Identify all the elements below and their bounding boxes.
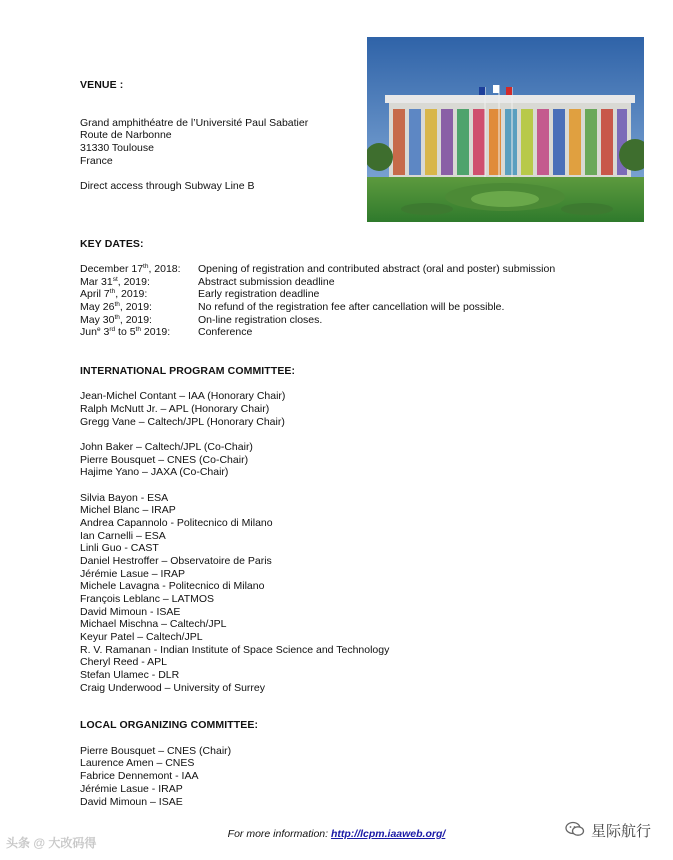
committee-member: Silvia Bayon - ESA <box>80 492 169 504</box>
key-date-description: Abstract submission deadline <box>198 276 335 288</box>
loc-heading: LOCAL ORGANIZING COMMITTEE: <box>80 719 259 731</box>
key-date: April 7th, 2019: <box>80 288 148 300</box>
committee-member: Keyur Patel – Caltech/JPL <box>80 631 203 643</box>
venue-photo <box>367 37 644 222</box>
venue-heading: VENUE : <box>80 79 124 91</box>
key-dates-heading: KEY DATES: <box>80 238 144 250</box>
committee-member: R. V. Ramanan - Indian Institute of Space Science and Technology <box>80 644 390 656</box>
venue-line: Route de Narbonne <box>80 129 172 141</box>
key-date-description: On-line registration closes. <box>198 314 323 326</box>
key-date-description: No refund of the registration fee after cancellation will be possible. <box>198 301 505 313</box>
committee-member: Daniel Hestroffer – Observatoire de Paris <box>80 555 272 567</box>
venue-line: Grand amphithéatre de l’Université Paul Sabatier <box>80 117 309 129</box>
university-building-image <box>367 37 644 222</box>
committee-member: Linli Guo - CAST <box>80 542 159 554</box>
committee-member: Pierre Bousquet – CNES (Chair) <box>80 745 232 757</box>
venue-access: Direct access through Subway Line B <box>80 180 255 192</box>
footer-label: For more information: <box>227 828 331 840</box>
committee-member: Stefan Ulamec - DLR <box>80 669 180 681</box>
key-date-row <box>80 301 504 314</box>
key-date: May 30th, 2019: <box>80 314 152 326</box>
key-date: May 26th, 2019: <box>80 301 152 313</box>
ipc-heading: INTERNATIONAL PROGRAM COMMITTEE: <box>80 365 296 377</box>
key-date-row <box>80 314 322 327</box>
committee-member: Pierre Bousquet – CNES (Co-Chair) <box>80 454 249 466</box>
committee-member: Cheryl Reed - APL <box>80 656 167 668</box>
key-date-row <box>80 276 335 289</box>
key-date: December 17th, 2018: <box>80 263 181 275</box>
committee-member: Fabrice Dennemont - IAA <box>80 770 199 782</box>
committee-member: Jean-Michel Contant – IAA (Honorary Chair) <box>80 390 286 402</box>
venue-line: France <box>80 155 113 167</box>
key-date-description: Conference <box>198 326 253 338</box>
committee-member: Michael Mischna – Caltech/JPL <box>80 618 227 630</box>
committee-member: David Mimoun - ISAE <box>80 606 181 618</box>
committee-member: François Leblanc – LATMOS <box>80 593 215 605</box>
committee-member: Craig Underwood – University of Surrey <box>80 682 265 694</box>
key-date-row <box>80 326 252 339</box>
committee-member: Michel Blanc – IRAP <box>80 504 176 516</box>
watermark-left: 头条 @ 大改码得 <box>6 836 97 850</box>
committee-member: David Mimoun – ISAE <box>80 796 183 808</box>
key-date: Jun$^e$ 3rd to 5th 2019: <box>80 326 171 338</box>
committee-member: Jérémie Lasue - IRAP <box>80 783 183 795</box>
committee-member: Laurence Amen – CNES <box>80 757 195 769</box>
wechat-icon <box>565 821 585 841</box>
watermark-right <box>565 820 651 841</box>
key-date-description: Early registration deadline <box>198 288 320 300</box>
committee-member: Ian Carnelli – ESA <box>80 530 166 542</box>
key-date-row <box>80 288 319 301</box>
committee-member: Gregg Vane – Caltech/JPL (Honorary Chair) <box>80 416 285 428</box>
committee-member: John Baker – Caltech/JPL (Co-Chair) <box>80 441 253 453</box>
committee-member: Michele Lavagna - Politecnico di Milano <box>80 580 265 592</box>
committee-member: Andrea Capannolo - Politecnico di Milano <box>80 517 273 529</box>
venue-line: 31330 Toulouse <box>80 142 154 154</box>
key-date: Mar 31st, 2019: <box>80 276 150 288</box>
key-date-row <box>80 263 555 276</box>
committee-member: Jérémie Lasue – IRAP <box>80 568 186 580</box>
watermark-right-text: 星际航行 <box>590 823 651 840</box>
key-date-description: Opening of registration and contributed abstract (oral and poster) submission <box>198 263 556 275</box>
committee-member: Ralph McNutt Jr. – APL (Honorary Chair) <box>80 403 270 415</box>
footer-link[interactable]: http://lcpm.iaaweb.org/ <box>330 828 446 840</box>
committee-member: Hajime Yano – JAXA (Co-Chair) <box>80 466 229 478</box>
